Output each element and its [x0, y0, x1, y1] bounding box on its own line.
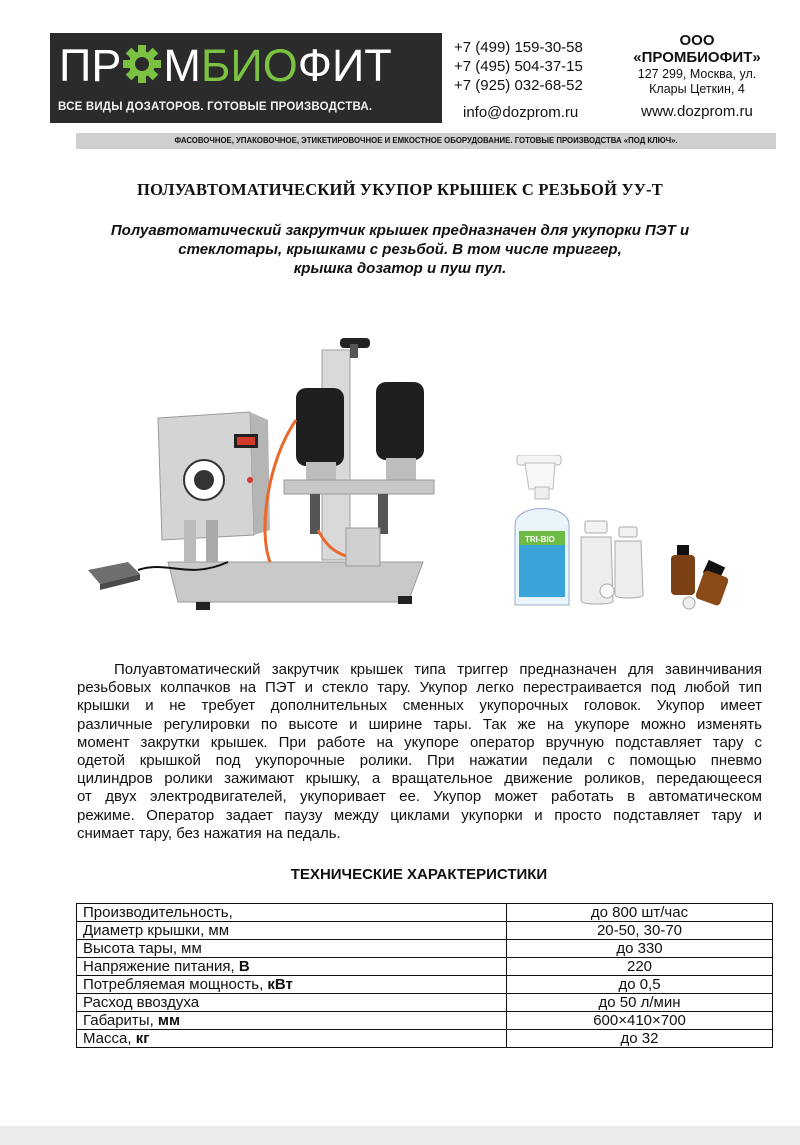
subtitle-line: стеклотары, крышками с резьбой. В том числе триггер, [178, 241, 622, 258]
spec-param [77, 1012, 507, 1030]
company-type: ООО [679, 32, 715, 49]
spec-param-label: Потребляемая мощность, [83, 976, 268, 993]
description-line: различные регулировки по высоте и ширине тары. Так же на укупоре можно изменять [77, 715, 762, 733]
spec-param [77, 940, 507, 958]
description-line: одетой крышкой под укупорочные ролики. При нажатии педали с помощью пневмо [77, 752, 762, 770]
table-row [77, 976, 773, 994]
logo-tagline: ВСЕ ВИДЫ ДОЗАТОРОВ. ГОТОВЫЕ ПРОИЗВОДСТВА. [58, 101, 373, 113]
address-line: 127 299, Москва, ул. [637, 67, 757, 81]
description-line: Полуавтоматический закрутчик крышек типа триггер предназначен для завинчивания [114, 661, 762, 678]
spec-value: до 0,5 [507, 976, 773, 994]
table-row [77, 904, 773, 922]
spec-value: 220 [507, 958, 773, 976]
spec-param [77, 976, 507, 994]
spec-value: 20-50, 30-70 [507, 922, 773, 940]
spec-unit: кВт [267, 976, 293, 993]
header-banner: ФАСОВОЧНОЕ, УПАКОВОЧНОЕ, ЭТИКЕТИРОВОЧНОЕ И ЕМКОСТНОЕ ОБОРУДОВАНИЕ. ГОТОВЫЕ ПРОИЗВОДСТВА «ПОД КЛЮЧ». [76, 133, 776, 149]
footer-bar [0, 1126, 800, 1145]
table-row [77, 1012, 773, 1030]
company-info [622, 33, 772, 97]
spec-value: до 800 шт/час [507, 904, 773, 922]
phone-number[interactable]: +7 (495) 504-37-15 [454, 58, 583, 75]
phone-list [454, 38, 583, 95]
spec-param [77, 904, 507, 922]
spec-param-label: Масса, [83, 1030, 136, 1047]
logo-wordmark: ПР МБИОФИТ [59, 40, 392, 91]
spec-unit: кг [135, 1030, 150, 1047]
spec-value: 600×410×700 [507, 1012, 773, 1030]
gear-icon [121, 43, 163, 85]
spec-unit: мм [157, 1012, 181, 1029]
address-line: Клары Цеткин, 4 [649, 82, 745, 96]
description-line: цилиндров ролики зажимают крышку, а вращательное движение роликов, передающееся [77, 770, 762, 788]
spec-param-label: Расход ввоздуха [83, 994, 200, 1011]
phone-number[interactable]: +7 (499) 159-30-58 [454, 39, 583, 56]
spec-param-label: Производительность, [83, 904, 233, 921]
spec-param-label: Диаметр крышки, мм [83, 922, 230, 939]
table-row [77, 1030, 773, 1048]
subtitle-line: Полуавтоматический закрутчик крышек предназначен для укупорки ПЭТ и [110, 222, 690, 239]
website-link[interactable]: www.dozprom.ru [641, 103, 753, 120]
description-line: режиме. Оператор задает паузу между циклами укупорки и просто подставляет тару и [77, 806, 762, 824]
spec-param-label: Габариты, [83, 1012, 158, 1029]
spec-param [77, 1030, 507, 1048]
table-row [77, 922, 773, 940]
spec-unit: В [238, 958, 250, 975]
spec-param-label: Напряжение питания, [83, 958, 239, 975]
page-title: ПОЛУАВТОМАТИЧЕСКИЙ УКУПОР КРЫШЕК С РЕЗЬБОЙ УУ-Т [137, 180, 663, 199]
company-logo [50, 33, 442, 123]
spec-param [77, 994, 507, 1012]
product-label: TRI-BIO [525, 535, 555, 544]
spec-value: до 330 [507, 940, 773, 958]
specs-heading: ТЕХНИЧЕСКИЕ ХАРАКТЕРИСТИКИ [290, 866, 548, 883]
company-name: «ПРОМБИОФИТ» [633, 49, 761, 66]
description-line: снимает тару, без нажатия на педаль. [77, 824, 341, 842]
specs-table [76, 903, 773, 1048]
spec-value: до 32 [507, 1030, 773, 1048]
subtitle [90, 221, 710, 278]
spec-param-label: Высота тары, мм [83, 940, 202, 957]
spec-value: до 50 л/мин [507, 994, 773, 1012]
table-row [77, 940, 773, 958]
subtitle-line: крышка дозатор и пуш пул. [293, 260, 507, 277]
description [77, 661, 762, 843]
description-line: от двух электродвигателей, укупоривает ее. Укупор может работать в автоматическом [77, 788, 762, 806]
description-line: крышки и не требует дополнительных сменных укупорочных головок. Укупор имеет [77, 697, 762, 715]
table-row [77, 958, 773, 976]
spec-param [77, 958, 507, 976]
description-line: резьбовых колпачков на ПЭТ и стекло тару. Укупор легко перестраивается под любой тип [77, 679, 762, 697]
capping-machine-image [78, 330, 458, 620]
description-line: момент закрутки крышек. При работе на укупоре оператор вручную подставляет тару с [77, 733, 762, 751]
table-row [77, 994, 773, 1012]
phone-number[interactable]: +7 (925) 032-68-52 [454, 77, 583, 94]
spec-param [77, 922, 507, 940]
bottles-image [495, 455, 740, 615]
email-link[interactable]: info@dozprom.ru [463, 104, 579, 121]
